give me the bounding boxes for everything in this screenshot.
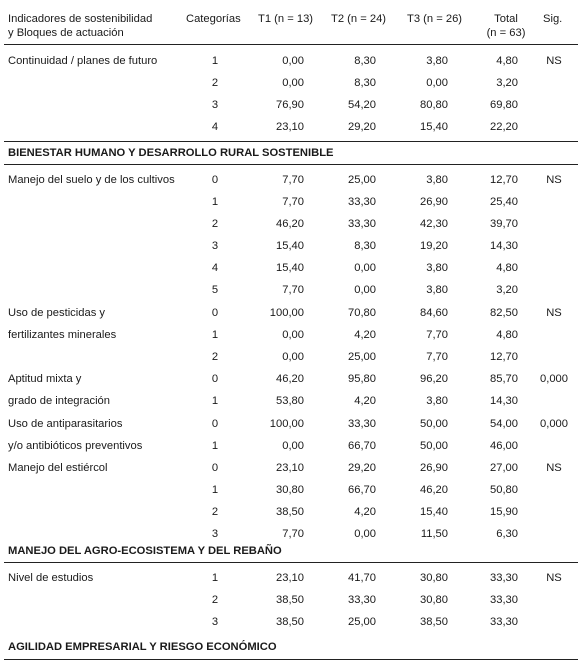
cell-t2: 33,30 <box>348 196 376 208</box>
section-rule <box>4 164 578 165</box>
cell-t3: 3,80 <box>426 55 448 67</box>
cell-t2: 66,70 <box>348 440 376 452</box>
header-indicators-line1: Indicadores de sostenibilidad <box>8 13 153 25</box>
cell-total: 69,80 <box>490 99 518 111</box>
cell-t2: 54,20 <box>348 99 376 111</box>
cell-t2: 0,00 <box>354 528 376 540</box>
cell-total: 4,80 <box>496 262 518 274</box>
cell-total: 25,40 <box>490 196 518 208</box>
cell-t2: 0,00 <box>354 262 376 274</box>
header-rule <box>4 44 578 45</box>
cell-t1: 23,10 <box>276 572 304 584</box>
cell-categoria: 4 <box>211 121 219 133</box>
cell-t3: 84,60 <box>420 307 448 319</box>
cell-t2: 0,00 <box>354 284 376 296</box>
cell-t1: 38,50 <box>276 616 304 628</box>
cell-t2: 4,20 <box>354 329 376 341</box>
cell-t3: 30,80 <box>420 594 448 606</box>
cell-total: 33,30 <box>490 572 518 584</box>
cell-t1: 15,40 <box>276 262 304 274</box>
cell-t1: 38,50 <box>276 506 304 518</box>
cell-t1: 0,00 <box>282 55 304 67</box>
section-heading: AGILIDAD EMPRESARIAL Y RIESGO ECONÓMICO <box>8 641 277 653</box>
cell-total: 54,00 <box>490 418 518 430</box>
cell-t3: 15,40 <box>420 506 448 518</box>
cell-t1: 7,70 <box>282 284 304 296</box>
cell-t3: 7,70 <box>426 351 448 363</box>
row-label: Nivel de estudios <box>8 572 94 584</box>
cell-total: 46,00 <box>490 440 518 452</box>
row-label: Uso de pesticidas y <box>8 307 106 319</box>
cell-total: 4,80 <box>496 55 518 67</box>
cell-t3: 30,80 <box>420 572 448 584</box>
cell-total: 15,90 <box>490 506 518 518</box>
section-rule <box>4 562 578 563</box>
cell-t1: 7,70 <box>282 174 304 186</box>
cell-total: 22,20 <box>490 121 518 133</box>
cell-categoria: 1 <box>211 329 219 341</box>
row-label: Continuidad / planes de futuro <box>8 55 158 67</box>
cell-categoria: 0 <box>211 174 219 186</box>
row-label: fertilizantes minerales <box>8 329 117 341</box>
cell-t3: 26,90 <box>420 196 448 208</box>
cell-sig: NS <box>546 307 562 319</box>
cell-categoria: 2 <box>211 218 219 230</box>
row-label: Manejo del estiércol <box>8 462 108 474</box>
cell-total: 33,30 <box>490 616 518 628</box>
cell-categoria: 2 <box>211 77 219 89</box>
cell-t2: 8,30 <box>354 77 376 89</box>
header-sig: Sig. <box>543 13 563 25</box>
cell-total: 85,70 <box>490 373 518 385</box>
cell-total: 3,20 <box>496 77 518 89</box>
cell-t3: 15,40 <box>420 121 448 133</box>
cell-t3: 42,30 <box>420 218 448 230</box>
cell-total: 12,70 <box>490 174 518 186</box>
cell-t3: 3,80 <box>426 262 448 274</box>
cell-t1: 0,00 <box>282 77 304 89</box>
cell-total: 12,70 <box>490 351 518 363</box>
row-label: Aptitud mixta y <box>8 373 82 385</box>
row-label: grado de integración <box>8 395 111 407</box>
cell-categoria: 2 <box>211 351 219 363</box>
cell-t2: 33,30 <box>348 218 376 230</box>
cell-sig: NS <box>546 55 562 67</box>
cell-t1: 46,20 <box>276 218 304 230</box>
cell-t2: 25,00 <box>348 351 376 363</box>
row-label: Manejo del suelo y de los cultivos <box>8 174 175 186</box>
cell-t3: 38,50 <box>420 616 448 628</box>
cell-t3: 3,80 <box>426 395 448 407</box>
cell-t3: 96,20 <box>420 373 448 385</box>
cell-categoria: 4 <box>211 262 219 274</box>
cell-total: 6,30 <box>496 528 518 540</box>
cell-sig: NS <box>546 462 562 474</box>
cell-t3: 50,00 <box>420 418 448 430</box>
cell-t2: 33,30 <box>348 418 376 430</box>
cell-categoria: 0 <box>211 462 219 474</box>
cell-t3: 7,70 <box>426 329 448 341</box>
section-rule <box>4 141 578 142</box>
cell-t1: 100,00 <box>269 418 304 430</box>
cell-t2: 29,20 <box>348 462 376 474</box>
cell-total: 14,30 <box>490 395 518 407</box>
cell-t1: 7,70 <box>282 528 304 540</box>
cell-categoria: 2 <box>211 594 219 606</box>
section-heading: BIENESTAR HUMANO Y DESARROLLO RURAL SOSTENIBLE <box>8 147 334 159</box>
header-total-n: (n = 63) <box>486 27 526 39</box>
cell-t1: 7,70 <box>282 196 304 208</box>
cell-t2: 25,00 <box>348 174 376 186</box>
cell-t1: 0,00 <box>282 440 304 452</box>
cell-categoria: 1 <box>211 395 219 407</box>
cell-t1: 0,00 <box>282 351 304 363</box>
cell-t1: 15,40 <box>276 240 304 252</box>
cell-categoria: 3 <box>211 528 219 540</box>
cell-t2: 8,30 <box>354 55 376 67</box>
header-total: Total <box>494 13 518 25</box>
cell-sig: 0,000 <box>540 418 568 430</box>
cell-t2: 29,20 <box>348 121 376 133</box>
cell-categoria: 0 <box>211 373 219 385</box>
cell-categoria: 1 <box>211 484 219 496</box>
cell-t3: 80,80 <box>420 99 448 111</box>
cell-t3: 3,80 <box>426 174 448 186</box>
cell-t2: 66,70 <box>348 484 376 496</box>
cell-total: 82,50 <box>490 307 518 319</box>
cell-categoria: 3 <box>211 240 219 252</box>
cell-categoria: 1 <box>211 572 219 584</box>
cell-total: 14,30 <box>490 240 518 252</box>
cell-t2: 25,00 <box>348 616 376 628</box>
cell-t3: 26,90 <box>420 462 448 474</box>
cell-t2: 41,70 <box>348 572 376 584</box>
cell-total: 3,20 <box>496 284 518 296</box>
header-t1: T1 (n = 13) <box>258 13 314 25</box>
cell-t2: 4,20 <box>354 395 376 407</box>
cell-categoria: 0 <box>211 418 219 430</box>
cell-t3: 46,20 <box>420 484 448 496</box>
cell-t2: 8,30 <box>354 240 376 252</box>
cell-sig: NS <box>546 572 562 584</box>
cell-sig: 0,000 <box>540 373 568 385</box>
cell-t1: 76,90 <box>276 99 304 111</box>
cell-categoria: 3 <box>211 99 219 111</box>
cell-t1: 0,00 <box>282 329 304 341</box>
cell-categoria: 0 <box>211 307 219 319</box>
cell-t1: 23,10 <box>276 462 304 474</box>
cell-t1: 100,00 <box>269 307 304 319</box>
cell-t1: 30,80 <box>276 484 304 496</box>
cell-t3: 0,00 <box>426 77 448 89</box>
cell-t2: 95,80 <box>348 373 376 385</box>
cell-categoria: 1 <box>211 196 219 208</box>
header-t2: T2 (n = 24) <box>331 13 387 25</box>
cell-t3: 19,20 <box>420 240 448 252</box>
cell-t1: 38,50 <box>276 594 304 606</box>
section-heading: MANEJO DEL AGRO-ECOSISTEMA Y DEL REBAÑO <box>8 545 282 557</box>
cell-categoria: 2 <box>211 506 219 518</box>
cell-total: 27,00 <box>490 462 518 474</box>
header-t3: T3 (n = 26) <box>407 13 463 25</box>
cell-t3: 11,50 <box>420 528 448 540</box>
row-label: y/o antibióticos preventivos <box>8 440 143 452</box>
cell-total: 39,70 <box>490 218 518 230</box>
cell-t1: 53,80 <box>276 395 304 407</box>
cell-t1: 23,10 <box>276 121 304 133</box>
cell-sig: NS <box>546 174 562 186</box>
cell-t2: 4,20 <box>354 506 376 518</box>
cell-categoria: 3 <box>211 616 219 628</box>
cell-t3: 50,00 <box>420 440 448 452</box>
cell-total: 50,80 <box>490 484 518 496</box>
cell-t2: 33,30 <box>348 594 376 606</box>
cell-categoria: 1 <box>211 55 219 67</box>
cell-total: 4,80 <box>496 329 518 341</box>
cell-total: 33,30 <box>490 594 518 606</box>
cell-categoria: 5 <box>211 284 219 296</box>
section-rule <box>4 659 578 660</box>
cell-t3: 3,80 <box>426 284 448 296</box>
row-label: Uso de antiparasitarios <box>8 418 123 430</box>
cell-categoria: 1 <box>211 440 219 452</box>
cell-t1: 46,20 <box>276 373 304 385</box>
header-categorias: Categorías <box>186 13 241 25</box>
header-indicators-line2: y Bloques de actuación <box>8 27 124 39</box>
cell-t2: 70,80 <box>348 307 376 319</box>
